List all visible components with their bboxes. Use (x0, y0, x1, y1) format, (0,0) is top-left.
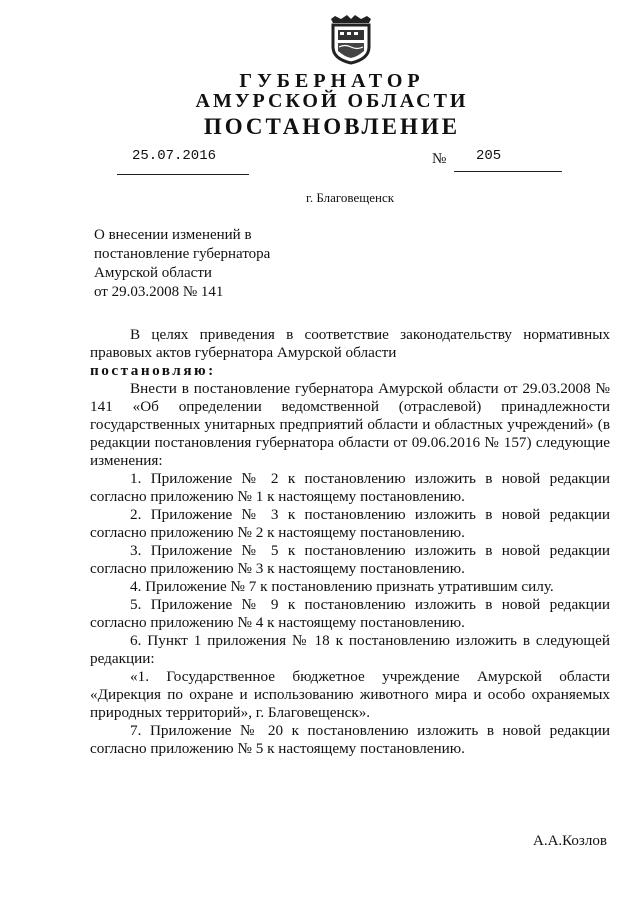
list-item: 4. Приложение № 7 к постановлению признать утратившим силу. (130, 578, 554, 595)
signature-name: А.А.Козлов (533, 833, 607, 849)
list-item: 2. Приложение № 3 к постановлению изложить в новой редакции согласно приложению № 2 к настоящему постановлению. (90, 506, 610, 541)
date-underline (117, 174, 249, 175)
list-item: 5. Приложение № 9 к постановлению изложить в новой редакции согласно приложению № 4 к настоящему постановлению. (90, 596, 610, 631)
document-body (90, 326, 610, 758)
document-number: 205 (476, 148, 502, 164)
issuer-region: АМУРСКОЙ ОБЛАСТИ (195, 90, 469, 112)
intro-paragraph: Внести в постановление губернатора Амурской области от 29.03.2008 № 141 «Об определении ведомственной (отраслевой) принадлежности государственных унитарных предприятий области и областных учреждений» (в редакции постановления губернатора области от 09.06.2016 № 157) следующие изменения: (90, 380, 610, 469)
quoted-item: «1. Государственное бюджетное учреждение Амурской области «Дирекция по охране и использованию животного мира и особо охраняемых природных территорий», г. Благовещенск». (90, 668, 610, 721)
subject-line: постановление губернатора (94, 246, 271, 262)
resolves-word: постановляю: (90, 362, 216, 379)
document-date: 25.07.2016 (132, 148, 217, 164)
number-underline (454, 171, 562, 172)
list-item: 3. Приложение № 5 к постановлению изложить в новой редакции согласно приложению № 3 к настоящему постановлению. (90, 542, 610, 577)
coat-of-arms-icon (327, 13, 375, 65)
document-type: ПОСТАНОВЛЕНИЕ (203, 114, 461, 139)
list-item: 6. Пункт 1 приложения № 18 к постановлению изложить в следующей редакции: (90, 632, 610, 667)
list-item: 7. Приложение № 20 к постановлению изложить в новой редакции согласно приложению № 5 к настоящему постановлению. (90, 722, 610, 757)
subject-line: О внесении изменений в (94, 227, 252, 243)
preamble-paragraph: В целях приведения в соответствие законодательству нормативных правовых актов губернатора Амурской области (90, 326, 610, 361)
issuer-title: ГУБЕРНАТОР (239, 70, 425, 92)
list-item: 1. Приложение № 2 к постановлению изложить в новой редакции согласно приложению № 1 к настоящему постановлению. (90, 470, 610, 505)
document-subject (94, 226, 270, 302)
number-sign: № (432, 151, 447, 167)
city-label: г. Благовещенск (305, 190, 395, 205)
subject-line: от 29.03.2008 № 141 (94, 284, 224, 300)
subject-line: Амурской области (94, 265, 212, 281)
